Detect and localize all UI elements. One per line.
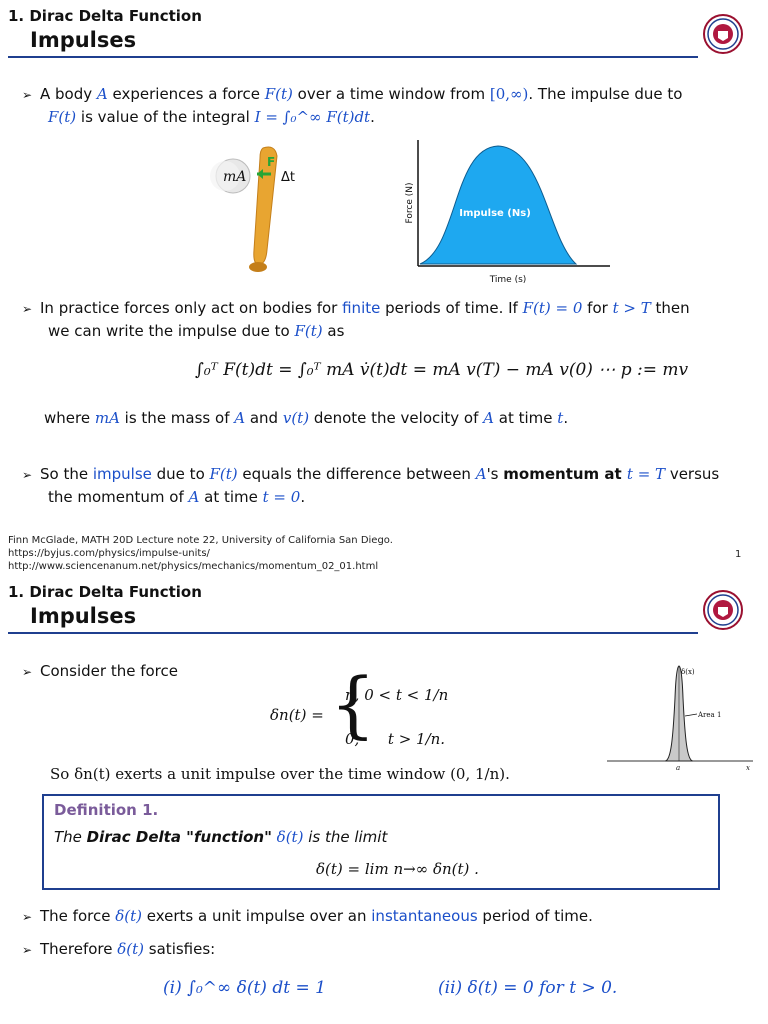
dt-label: Δt	[281, 170, 295, 185]
property-1: (i) ∫₀^∞ δ(t) dt = 1	[163, 978, 326, 998]
slide-title: Impulses	[30, 604, 137, 628]
so-line: So δn(t) exerts a unit impulse over the time window (0, 1/n).	[50, 765, 510, 783]
bullet-3: ➢ So the impulse due to F(t) equals the difference between A's momentum at t = T versus the momentum of A at time t = 0.	[22, 465, 720, 506]
footnote-line: Finn McGlade, MATH 20D Lecture note 22, University of California San Diego.	[8, 535, 393, 546]
area-one-label: Area 1	[698, 711, 722, 719]
impulse-equation: ∫₀ᵀ F(t)dt = ∫₀ᵀ mA v̇(t)dt = mA v(T) − mA v(0) ⋯ p := mv	[195, 360, 689, 380]
footnote-line: https://byjus.com/physics/impulse-units/	[8, 548, 210, 559]
delta-n-lhs: δn(t) =	[270, 706, 324, 724]
section-label: 1. Dirac Delta Function	[8, 583, 202, 601]
case-2: 0, t > 1/n.	[345, 730, 446, 748]
page-number: 1	[735, 549, 742, 560]
delta-y-label: δ(x)	[681, 668, 695, 676]
university-seal-logo	[703, 14, 743, 54]
bat-ball-illustration	[205, 140, 315, 280]
area-label: Impulse (Ns)	[459, 208, 531, 219]
a-label: a	[676, 764, 681, 772]
force-label: F	[267, 155, 276, 169]
piecewise-brace: {	[330, 662, 376, 746]
x-axis-label: Time (s)	[489, 275, 527, 285]
bullet-1: ➢ A body A experiences a force F(t) over a time window from [0,∞). The impulse due to F(t) is value of the integral I = ∫₀^∞ F(t)dt.	[22, 85, 683, 126]
arrow-bullet-icon: ➢	[22, 88, 33, 102]
mass-label: mA	[223, 169, 247, 185]
force-bullet: ➢ The force δ(t) exerts a unit impulse over an instantaneous period of time.	[22, 905, 593, 928]
bullet-2: ➢ In practice forces only act on bodies for finite periods of time. If F(t) = 0 for t > T then we can write the impulse due to F(t) as	[22, 299, 690, 340]
definition-limit: δ(t) = lim n→∞ δn(t) .	[316, 860, 479, 878]
definition-title: Definition 1.	[54, 801, 159, 819]
consider-bullet: ➢ Consider the force	[22, 660, 178, 683]
title-rule	[8, 56, 698, 58]
slide-title: Impulses	[30, 28, 137, 52]
property-2: (ii) δ(t) = 0 for t > 0.	[438, 978, 618, 998]
arrow-bullet-icon: ➢	[22, 665, 33, 679]
arrow-bullet-icon: ➢	[22, 468, 33, 482]
x-label: x	[746, 764, 750, 772]
where-line: where mA is the mass of A and v(t) denote the velocity of A at time t.	[44, 409, 569, 427]
y-axis-label: Force (N)	[405, 182, 415, 224]
therefore-bullet: ➢ Therefore δ(t) satisfies:	[22, 938, 215, 961]
delta-spike-chart	[605, 658, 757, 773]
section-label: 1. Dirac Delta Function	[8, 7, 202, 25]
definition-text: The Dirac Delta "function" δ(t) is the limit	[54, 828, 388, 846]
arrow-bullet-icon: ➢	[22, 943, 33, 957]
footnotes	[8, 534, 393, 573]
impulse-curve-chart	[398, 138, 613, 288]
title-rule	[8, 632, 698, 634]
footnote-line: http://www.sciencenanum.net/physics/mechanics/momentum_02_01.html	[8, 561, 379, 572]
definition-box	[42, 794, 720, 890]
arrow-bullet-icon: ➢	[22, 302, 33, 316]
university-seal-logo	[703, 590, 743, 630]
arrow-bullet-icon: ➢	[22, 910, 33, 924]
case-1: n, 0 < t < 1/n	[345, 686, 449, 704]
